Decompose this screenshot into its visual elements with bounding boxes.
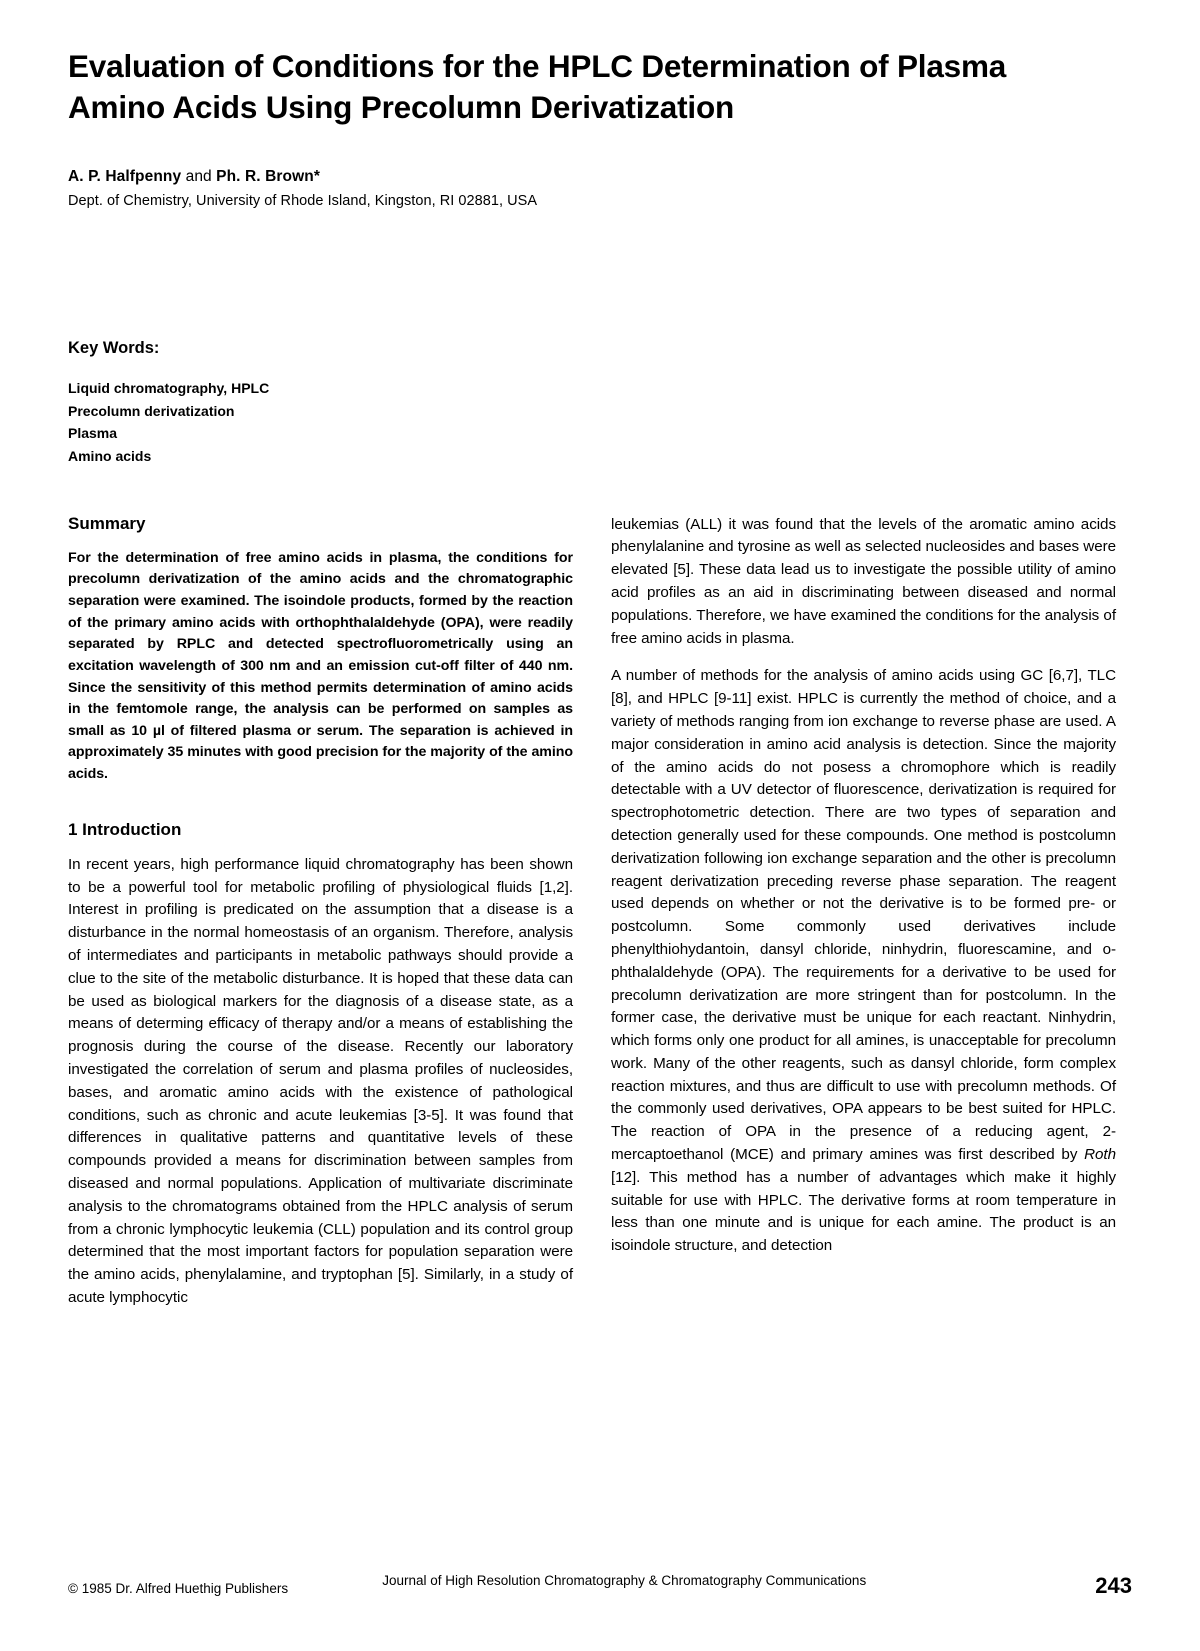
keyword-item: Plasma: [68, 425, 118, 442]
keyword-item: Precolumn derivatization: [68, 402, 235, 419]
right-column: [611, 514, 1116, 1310]
keywords-heading: Key Words:: [68, 338, 160, 357]
keyword-item: Amino acids: [68, 447, 152, 464]
keywords-section: [68, 339, 1132, 468]
page-number: 243: [1095, 1573, 1132, 1598]
right-paragraph-1: leukemias (ALL) it was found that the levels of the aromatic amino acids phenylalanine and tyrosine as well as selected nucleosides and bases were elevated [5]. These data lead us to investigate the possible utility of amino acid profiles as an aid in discriminating between diseased and normal populations. Therefore, we have examined the conditions for the analysis of free amino acids in plasma.: [611, 515, 1116, 647]
right-paragraph-2: [611, 665, 1116, 1258]
keyword-item: Liquid chromatography, HPLC: [68, 379, 270, 396]
right-paragraph-2-part-a: A number of methods for the analysis of amino acids using GC [6,7], TLC [8], and HPLC [9-11] exist. HPLC is currently the method of choice, and a variety of methods ranging from ion exchange to reverse phase are used. A major consideration in amino acid analysis is detection. Since the majority of the amino acids do not posess a chromophore which is readily detectable with a UV detector of fluorescence, derivatization is required for spectrophotometric detection. There are two types of separation and detection generally used for these compounds. One method is postcolumn derivatization following ion exchange separation and the other is precolumn reagent derivatization preceding reverse phase separation. The reagent used depends on whether or not the derivative is to be formed pre- or postcolumn. Some commonly used derivatives include phenylthiohydantoin, dansyl chloride, ninhydrin, fluorescamine, and o-phthalaldehyde (OPA). The requirements for a derivative to be used for precolumn derivatization are more stringent than for postcolumn. In the former case, the derivative must be unique for each reactant. Ninhydrin, which forms only one product for all amines, is unacceptable for precolumn work. Many of the other reagents, such as dansyl chloride, form complex reaction mixtures, and thus are difficult to use with precolumn methods. Of the commonly used derivatives, OPA appears to be best suited for HPLC. The reaction of OPA in the presence of a reducing agent, 2-mercaptoethanol (MCE) and primary amines was first described by: [611, 667, 1116, 1164]
copyright-notice: © 1985 Dr. Alfred Huethig Publishers: [68, 1581, 289, 1596]
introduction-heading: 1 Introduction: [68, 819, 182, 839]
left-column: [68, 514, 573, 1310]
summary-heading: Summary: [68, 513, 146, 533]
citation-author-name: Roth: [1084, 1146, 1116, 1164]
page-title: Evaluation of Conditions for the HPLC Determination of Plasma Amino Acids Using Precolumn Derivatization: [68, 48, 1007, 125]
right-paragraph-2-part-b: [12]. This method has a number of advantages which make it highly suitable for use with HPLC. The derivative forms at room temperature in less than one minute and is unique for each amine. The product is an isoindole structure, and detection: [611, 1168, 1116, 1255]
two-column-body: [68, 514, 1132, 1310]
affiliation: Dept. of Chemistry, University of Rhode Island, Kingston, RI 02881, USA: [68, 192, 538, 209]
author-second: Ph. R. Brown*: [216, 167, 320, 185]
journal-name: Journal of High Resolution Chromatography & Chromatography Communications: [382, 1573, 867, 1588]
introduction-paragraph: In recent years, high performance liquid chromatography has been shown to be a powerful tool for metabolic profiling of physiological fluids [1,2]. Interest in profiling is predicated on the assumption that a disease is a disturbance in the normal homeostasis of an organism. Therefore, analysis of intermediates and participants in metabolic pathways should provide a clue to the site of the metabolic disturbance. It is hoped that these data can be used as biological markers for the diagnosis of a disease state, as a means of determing efficacy of therapy and/or a means of establishing the prognosis during the course of the disease. Recently our laboratory investigated the correlation of serum and plasma profiles of nucleosides, bases, and aromatic amino acids with the existence of pathological conditions, such as chronic and acute leukemias [3-5]. It was found that differences in qualitative patterns and quantitative levels of these compounds provided a means for discrimination between samples from diseased and normal populations. Application of multivariate discriminate analysis to the chromatograms obtained from the HPLC analysis of serum from a chronic lymphocytic leukemia (CLL) population and its control group determined that the most important factors for population separation were the amino acids, phenylalamine, and tryptophan [5]. Similarly, in a study of acute lymphocytic: [68, 855, 573, 1306]
summary-text: For the determination of free amino acids in plasma, the conditions for precolumn derivatization of the amino acids and the chromatographic separation were examined. The isoindole products, formed by the reaction of the primary amino acids with orthophthalaldehyde (OPA), were readily separated by RPLC and detected spectrofluorometrically using an excitation wavelength of 300 nm and an emission cut-off filter of 440 nm. Since the sensitivity of this method permits determination of amino acids in the femtomole range, the analysis can be performed on samples as small as 10 µl of filtered plasma or serum. The separation is achieved in approximately 35 minutes with good precision for the majority of the amino acids.: [68, 549, 573, 783]
keywords-list: [68, 377, 1132, 468]
author-conjunction: and: [181, 167, 217, 185]
page-footer: [68, 1573, 1132, 1599]
author-line: [68, 168, 1132, 186]
author-first: A. P. Halfpenny: [68, 167, 182, 185]
